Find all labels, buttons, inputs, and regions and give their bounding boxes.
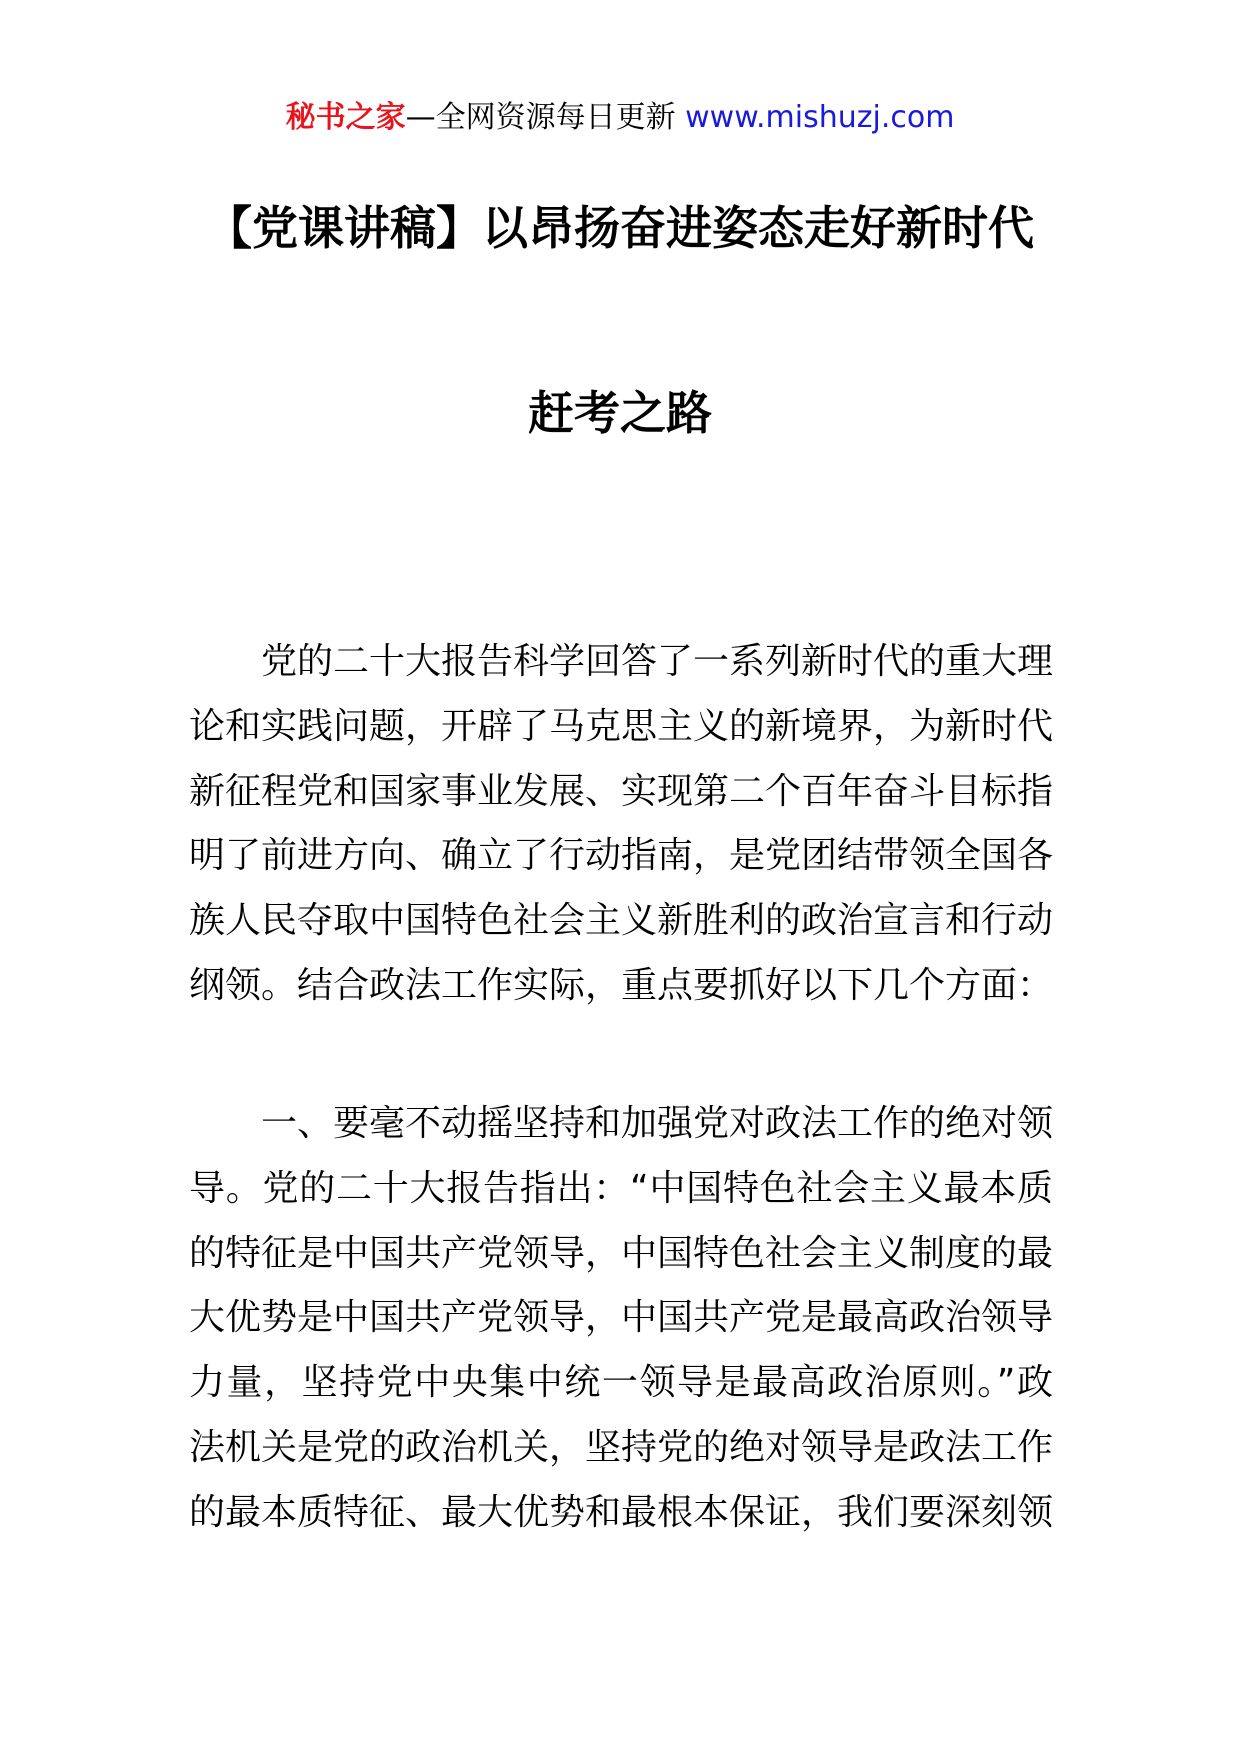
- paragraph-line: 大优势是中国共产党领导，中国共产党是最高政治领导: [189, 1297, 1054, 1339]
- paragraph-line: 族人民夺取中国特色社会主义新胜利的政治宣言和行动: [189, 900, 1054, 942]
- paragraph-line: 新征程党和国家事业发展、实现第二个百年奋斗目标指: [189, 770, 1054, 812]
- body-paragraph-2: [189, 1092, 1053, 1546]
- paragraph-line: 明了前进方向、确立了行动指南，是党团结带领全国各: [189, 835, 1054, 877]
- body-paragraph-1: [189, 630, 1053, 1019]
- paragraph-line: 的特征是中国共产党领导，中国特色社会主义制度的最: [189, 1232, 1054, 1274]
- site-header: [0, 98, 1240, 138]
- paragraph-line: 的最本质特征、最大优势和最根本保证，我们要深刻领: [189, 1491, 1054, 1533]
- paragraph-line: 党的二十大报告科学回答了一系列新时代的重大理: [261, 641, 1054, 682]
- paragraph-line: 论和实践问题，开辟了马克思主义的新境界，为新时代: [189, 705, 1054, 747]
- site-brand: 秘书之家: [285, 100, 406, 135]
- paragraph-line: 一、要毫不动摇坚持和加强党对政法工作的绝对领: [261, 1103, 1054, 1144]
- paragraph-line: 纲领。结合政法工作实际，重点要抓好以下几个方面：: [189, 964, 1054, 1006]
- site-url-link[interactable]: www.mishuzj.com: [685, 100, 955, 135]
- paragraph-line: 力量，坚持党中央集中统一领导是最高政治原则。”政: [189, 1362, 1053, 1404]
- paragraph-line: 导。党的二十大报告指出：“中国特色社会主义最本质: [189, 1167, 1053, 1209]
- paragraph-line: 法机关是党的政治机关，坚持党的绝对领导是政法工作: [189, 1426, 1054, 1468]
- document-title-line-2: 赶考之路: [528, 386, 712, 440]
- site-tagline: —全网资源每日更新: [405, 100, 686, 135]
- document-title-line-1: 【党课讲稿】以昂扬奋进姿态走好新时代: [206, 201, 1034, 255]
